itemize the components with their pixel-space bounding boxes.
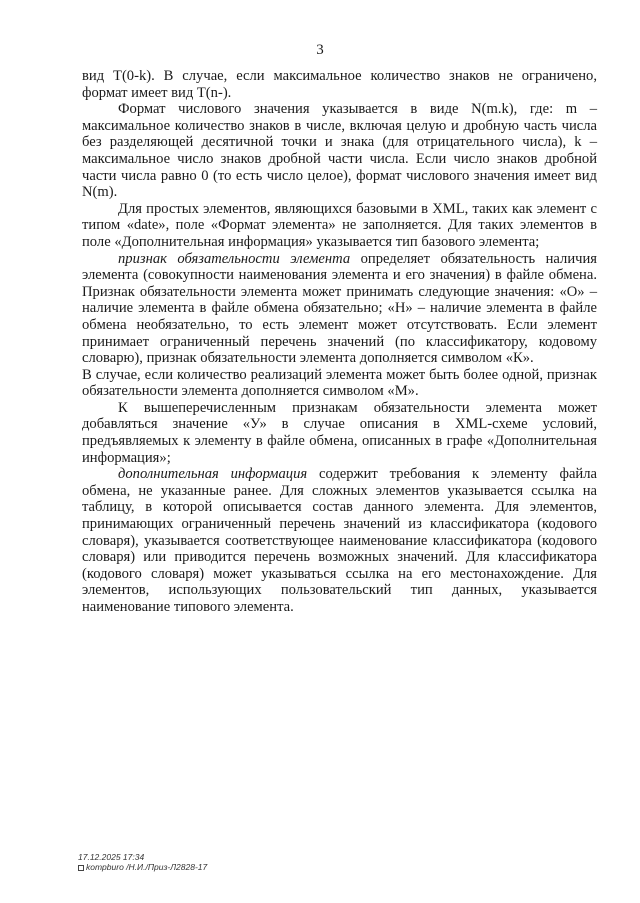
page-number: 3 (316, 42, 324, 58)
paragraph (82, 400, 597, 466)
paragraph (82, 466, 597, 615)
paragraph-text: вид T(0-k). В случае, если максимальное количество знаков не ограничено, формат имеет вид T(n-). (82, 68, 597, 101)
paragraph-term: дополнительная информация (118, 466, 308, 483)
paragraph (82, 367, 597, 400)
paragraph-text: определяет обязательность наличия элемента (совокупности наименования элемента и его значения) в файле обмена. Признак обязательности элемента может принимать следующие значения: «О» – наличие элемента в файле обмена обязательно; «Н» – наличие элемента в файле обмена необязательно, то есть элемент может отсутствовать. Если элемент принимает ограниченный перечень значений (по классификатору, кодовому словарю), признак обязательности элемента дополняется символом «К». (82, 250, 597, 367)
checkbox-icon (78, 865, 84, 871)
paragraph-text: Для простых элементов, являющихся базовыми в XML, таких как элемент с типом «date», поле «Формат элемента» не заполняется. Для таких элементов в поле «Дополнительная информация» указывается тип базового элемента; (82, 200, 597, 250)
footer-path: kompburo /Н.И./Приз-Л2828-17 (86, 862, 208, 872)
paragraph-text: содержит требования к элементу файла обмена, не указанные ранее. Для сложных элементов указывается ссылка на таблицу, в которой описывается состав данного элемента. Для элементов, принимающих ограниченный перечень значений из классификатора (кодового словаря), указывается соответствующее наименование классификатора (кодового словаря) или приводится перечень возможных значений. Для классификатора (кодового словаря) может указываться ссылка на его местонахождение. Для элементов, использующих пользовательский тип данных, указывается наименование типового элемента. (82, 466, 598, 615)
paragraph-text: К вышеперечисленным признакам обязательности элемента может добавляться значение «У» в случае описания в XML-схеме условий, предъявляемых к элементу в файле обмена, описанных в графе «Дополнительная информация»; (82, 399, 597, 466)
paragraph (82, 201, 597, 251)
paragraph-text: В случае, если количество реализаций элемента может быть более одной, признак обязательности элемента дополняется символом «М». (82, 366, 597, 400)
paragraph-term: признак обязательности элемента (118, 250, 351, 267)
footer-timestamp: 17.12.2025 17:34 (78, 852, 145, 862)
document-body (82, 68, 597, 616)
paragraph-text: Формат числового значения указывается в виде N(m.k), где: m – максимальное количество знаков в числе, включая целую и дробную часть числа без разделяющей десятичной точки и знака (для отрицательного числа), k – максимальное число знаков дробной части числа. Если число знаков дробной части числа равно 0 (то есть число целое), формат числового значения имеет вид N(m). (82, 101, 597, 201)
paragraph (82, 251, 597, 367)
footer (78, 852, 207, 872)
paragraph (82, 68, 597, 101)
paragraph (82, 101, 597, 201)
footer-path-line (78, 862, 207, 872)
